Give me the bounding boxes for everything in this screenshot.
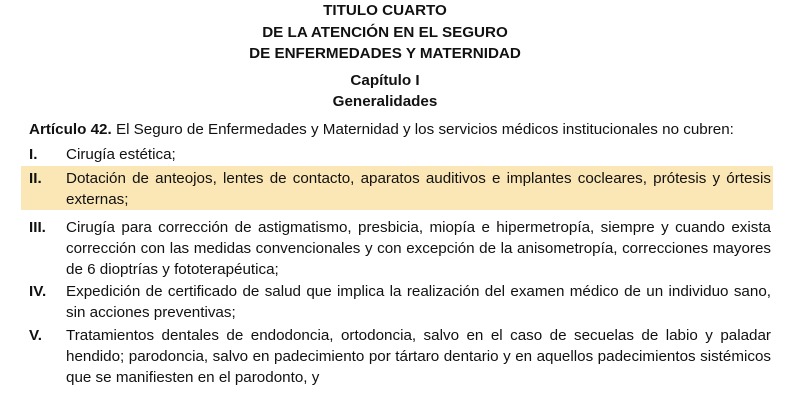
- item-text: Tratamientos dentales de endodoncia, ortodoncia, salvo en el caso de secuelas de labio y paladar hendido; parodoncia, salvo en padecimiento por tártaro dentario y en aquellos padecimientos sistémicos que se manifiesten en el parodonto, y: [66, 327, 771, 386]
- title-heading: TITULO CUARTO: [323, 2, 447, 19]
- item-text: Cirugía para corrección de astigmatismo, presbicia, miopía e hipermetropía, siempre y cuando exista corrección con las medidas convencionales y con excepción de la anisometropía, correcciones mayores de 6 dioptrías y fototerapéutica;: [66, 219, 771, 278]
- item-text: Dotación de anteojos, lentes de contacto, aparatos auditivos e implantes cocleares, prótesis y órtesis externas;: [66, 170, 771, 208]
- item-text: Cirugía estética;: [66, 146, 176, 163]
- item-number: IV.: [29, 283, 47, 300]
- item-text: Expedición de certificado de salud que implica la realización del examen médico de un individuo sano, sin acciones preventivas;: [66, 283, 771, 321]
- chapter-heading: Capítulo I: [350, 72, 420, 89]
- article-text: El Seguro de Enfermedades y Maternidad y los servicios médicos institucionales no cubren:: [115, 121, 734, 138]
- subtitle-line-1: DE LA ATENCIÓN EN EL SEGURO: [262, 24, 508, 41]
- item-number: II.: [29, 170, 42, 187]
- chapter-name: Generalidades: [332, 93, 438, 110]
- item-number: I.: [29, 146, 38, 163]
- article-intro: [29, 119, 789, 140]
- article-label: Artículo 42.: [29, 121, 112, 138]
- item-number: III.: [29, 219, 46, 236]
- item-number: V.: [29, 327, 42, 344]
- subtitle-line-2: DE ENFERMEDADES Y MATERNIDAD: [249, 45, 521, 62]
